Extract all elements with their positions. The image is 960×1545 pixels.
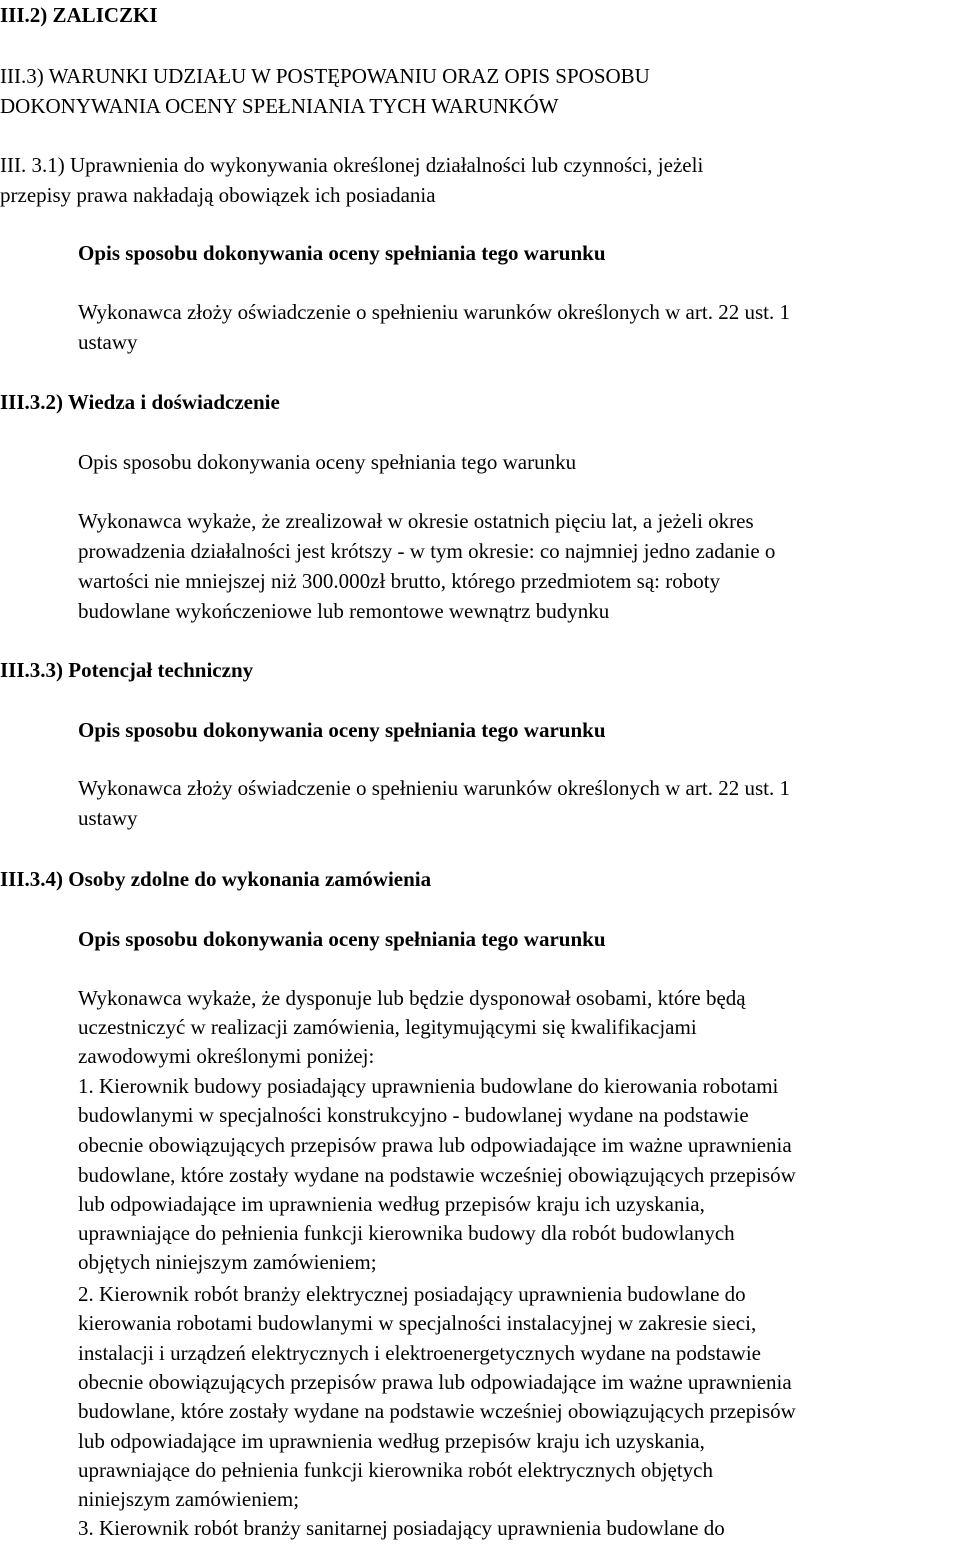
subsection-3-4-body-line: lub odpowiadające im uprawnienia według przepisów kraju ich uzyskania, bbox=[78, 1429, 705, 1453]
subsection-3-4-body-line: 3. Kierownik robót branży sanitarnej posiadający uprawnienia budowlane do bbox=[78, 1516, 725, 1540]
subsection-3-2-body-line3: wartości nie mniejszej niż 300.000zł brutto, którego przedmiotem są: roboty bbox=[78, 569, 721, 593]
subsection-3-4-body-line: uprawniające do pełnienia funkcji kierownika robót elektrycznych objętych bbox=[78, 1458, 714, 1482]
subsection-3-1-title-line2: przepisy prawa nakładają obowiązek ich posiadania bbox=[0, 183, 436, 207]
section-heading-warunki-line2: DOKONYWANIA OCENY SPEŁNIANIA TYCH WARUNKÓW bbox=[0, 94, 559, 118]
subsection-3-4-body-line: objętych niniejszym zamówieniem; bbox=[78, 1250, 377, 1274]
subsection-3-1-title-line1: III. 3.1) Uprawnienia do wykonywania określonej działalności lub czynności, jeżeli bbox=[0, 153, 704, 177]
subsection-3-4-body-line: zawodowymi określonymi poniżej: bbox=[78, 1044, 375, 1068]
subsection-3-4-body-line: niniejszym zamówieniem; bbox=[78, 1487, 300, 1511]
subsection-3-3-body-line2: ustawy bbox=[78, 806, 138, 830]
subsection-3-4-body-line: budowlane, które zostały wydane na podstawie wcześniej obowiązujących przepisów bbox=[78, 1163, 796, 1187]
opis-heading-3-1: Opis sposobu dokonywania oceny spełniania tego warunku bbox=[78, 241, 606, 265]
section-heading-warunki-line1: III.3) WARUNKI UDZIAŁU W POSTĘPOWANIU ORAZ OPIS SPOSOBU bbox=[0, 64, 650, 88]
subsection-3-3-title: III.3.3) Potencjał techniczny bbox=[0, 658, 254, 682]
subsection-3-2-body-line1: Wykonawca wykaże, że zrealizował w okresie ostatnich pięciu lat, a jeżeli okres bbox=[78, 509, 754, 533]
subsection-3-4-body-line: obecnie obowiązujących przepisów prawa lub odpowiadające im ważne uprawnienia bbox=[78, 1133, 792, 1157]
subsection-3-3-body-line1: Wykonawca złoży oświadczenie o spełnieniu warunków określonych w art. 22 ust. 1 bbox=[78, 776, 790, 800]
subsection-3-4-body-line: lub odpowiadające im uprawnienia według przepisów kraju ich uzyskania, bbox=[78, 1192, 705, 1216]
opis-heading-3-2: Opis sposobu dokonywania oceny spełniania tego warunku bbox=[78, 450, 577, 474]
subsection-3-1-body-line1: Wykonawca złoży oświadczenie o spełnieniu warunków określonych w art. 22 ust. 1 bbox=[78, 300, 790, 324]
opis-heading-3-4: Opis sposobu dokonywania oceny spełniania tego warunku bbox=[78, 927, 606, 951]
subsection-3-2-body-line2: prowadzenia działalności jest krótszy - w tym okresie: co najmniej jedno zadanie o bbox=[78, 539, 776, 563]
subsection-3-4-body-line: budowlane, które zostały wydane na podstawie wcześniej obowiązujących przepisów bbox=[78, 1399, 796, 1423]
subsection-3-4-body-line: budowlanymi w specjalności konstrukcyjno - budowlanej wydane na podstawie bbox=[78, 1103, 749, 1127]
subsection-3-2-title: III.3.2) Wiedza i doświadczenie bbox=[0, 390, 280, 414]
subsection-3-2-body-line4: budowlane wykończeniowe lub remontowe wewnątrz budynku bbox=[78, 599, 610, 623]
subsection-3-4-body-line: obecnie obowiązujących przepisów prawa lub odpowiadające im ważne uprawnienia bbox=[78, 1370, 792, 1394]
subsection-3-4-body-line: instalacji i urządzeń elektrycznych i elektroenergetycznych wydane na podstawie bbox=[78, 1341, 761, 1365]
subsection-3-4-body-line: kierowania robotami budowlanymi w specjalności instalacyjnej w zakresie sieci, bbox=[78, 1311, 757, 1335]
subsection-3-1-body-line2: ustawy bbox=[78, 330, 138, 354]
subsection-3-4-body-line: uczestniczyć w realizacji zamówienia, legitymującymi się kwalifikacjami bbox=[78, 1015, 697, 1039]
opis-heading-3-3: Opis sposobu dokonywania oceny spełniania tego warunku bbox=[78, 718, 606, 742]
subsection-3-4-body-line: 2. Kierownik robót branży elektrycznej posiadający uprawnienia budowlane do bbox=[78, 1282, 746, 1306]
subsection-3-4-body-line: Wykonawca wykaże, że dysponuje lub będzie dysponował osobami, które będą bbox=[78, 986, 746, 1010]
subsection-3-4-body-line: 1. Kierownik budowy posiadający uprawnienia budowlane do kierowania robotami bbox=[78, 1074, 779, 1098]
subsection-3-4-body-line: uprawniające do pełnienia funkcji kierownika budowy dla robót budowlanych bbox=[78, 1221, 735, 1245]
section-heading-zaliczki: III.2) ZALICZKI bbox=[0, 3, 158, 27]
subsection-3-4-title: III.3.4) Osoby zdolne do wykonania zamówienia bbox=[0, 867, 432, 891]
